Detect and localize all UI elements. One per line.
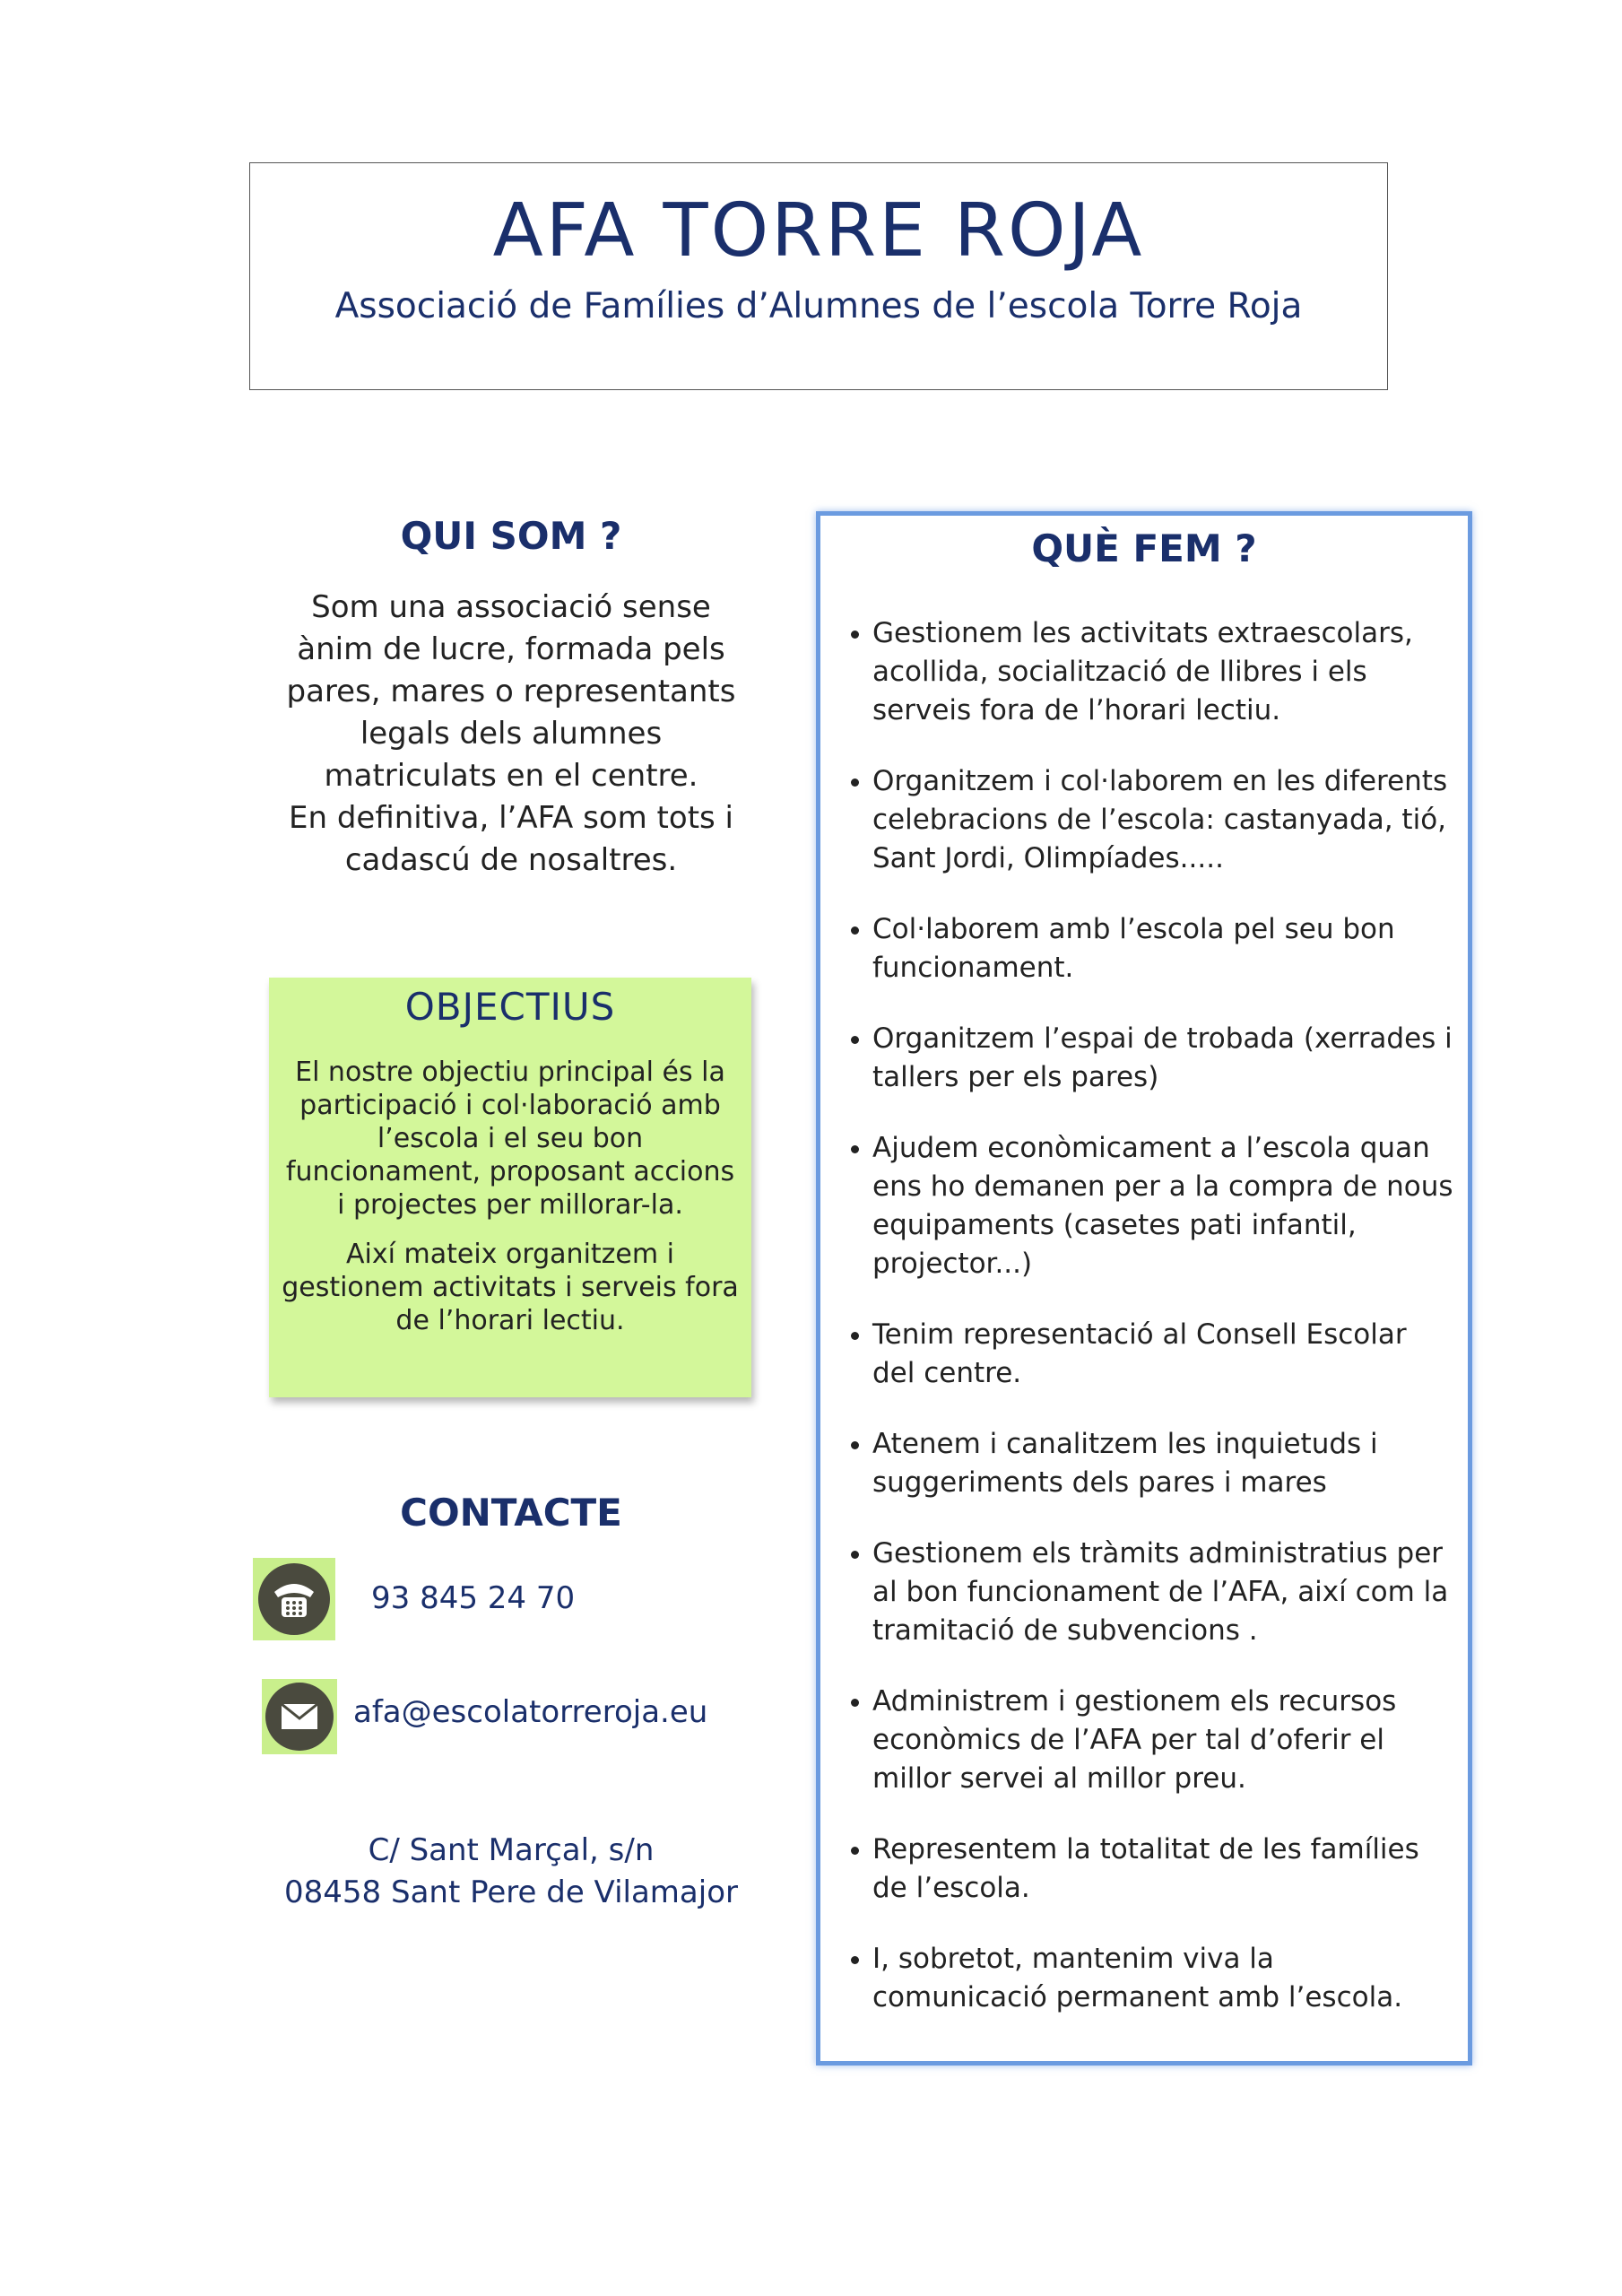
envelope-icon <box>262 1679 337 1754</box>
qui-som-line: matriculats en el centre. <box>324 758 698 794</box>
list-item: Col·laborem amb l’escola pel seu bon funcionament. <box>847 910 1457 987</box>
que-fem-list <box>847 614 1457 2049</box>
page-title: AFA TORRE ROJA <box>492 188 1145 274</box>
telephone-icon <box>253 1558 335 1640</box>
contacte-section <box>260 1491 762 1535</box>
email-link[interactable]: afa@escolatorreroja.eu <box>353 1694 708 1730</box>
que-fem-heading: QUÈ FEM ? <box>1031 526 1257 570</box>
contacte-heading: CONTACTE <box>400 1491 622 1535</box>
objectius-heading: OBJECTIUS <box>404 985 616 1029</box>
list-item: Ajudem econòmicament a l’escola quan ens ho demanen per a la compra de nous equipaments (casetes pati infantil, projector...) <box>847 1129 1457 1283</box>
address-line: 08458 Sant Pere de Vilamajor <box>284 1874 738 1910</box>
qui-som-line: En definitiva, l’AFA som tots i <box>289 800 733 836</box>
objectius-box <box>269 978 751 1397</box>
qui-som-line: Som una associació sense <box>311 589 711 625</box>
qui-som-line: pares, mares o representants <box>286 674 736 709</box>
qui-som-heading: QUI SOM ? <box>400 514 622 558</box>
list-item: Gestionem les activitats extraescolars, acollida, socialització de llibres i els serveis fora de l’horari lectiu. <box>847 614 1457 730</box>
qui-som-section <box>260 514 762 882</box>
phone-number[interactable]: 93 845 24 70 <box>371 1580 576 1616</box>
qui-som-line: ànim de lucre, formada pels <box>297 631 725 667</box>
list-item: Tenim representació al Consell Escolar del centre. <box>847 1316 1457 1393</box>
qui-som-text <box>260 587 762 882</box>
objectius-paragraph: El nostre objectiu principal és la participació i col·laboració amb l’escola i el seu bon funcionament, proposant accions i projectes per millorar-la. <box>285 1057 735 1221</box>
list-item: Administrem i gestionem els recursos econòmics de l’AFA per tal d’oferir el millor servei al millor preu. <box>847 1683 1457 1798</box>
list-item: I, sobretot, mantenim viva la comunicació permanent amb l’escola. <box>847 1940 1457 2017</box>
address <box>260 1830 762 1914</box>
list-item: Representem la totalitat de les famílies de l’escola. <box>847 1831 1457 1908</box>
page-subtitle: Associació de Famílies d’Alumnes de l’escola Torre Roja <box>334 286 1303 326</box>
list-item: Organitzem l’espai de trobada (xerrades i tallers per els pares) <box>847 1020 1457 1097</box>
list-item: Organitzem i col·laborem en les diferents celebracions de l’escola: castanyada, tió, Sant Jordi, Olimpíades..... <box>847 762 1457 878</box>
list-item: Gestionem els tràmits administratius per al bon funcionament de l’AFA, així com la tramitació de subvencions . <box>847 1535 1457 1650</box>
address-line: C/ Sant Marçal, s/n <box>368 1832 655 1868</box>
qui-som-line: cadascú de nosaltres. <box>344 842 678 878</box>
list-item: Atenem i canalitzem les inquietuds i suggeriments dels pares i mares <box>847 1425 1457 1502</box>
objectius-paragraph: Així mateix organitzem i gestionem activitats i serveis fora de l’horari lectiu. <box>282 1239 739 1336</box>
que-fem-box <box>816 511 1472 2066</box>
header-box <box>249 162 1388 390</box>
qui-som-line: legals dels alumnes <box>360 716 663 752</box>
